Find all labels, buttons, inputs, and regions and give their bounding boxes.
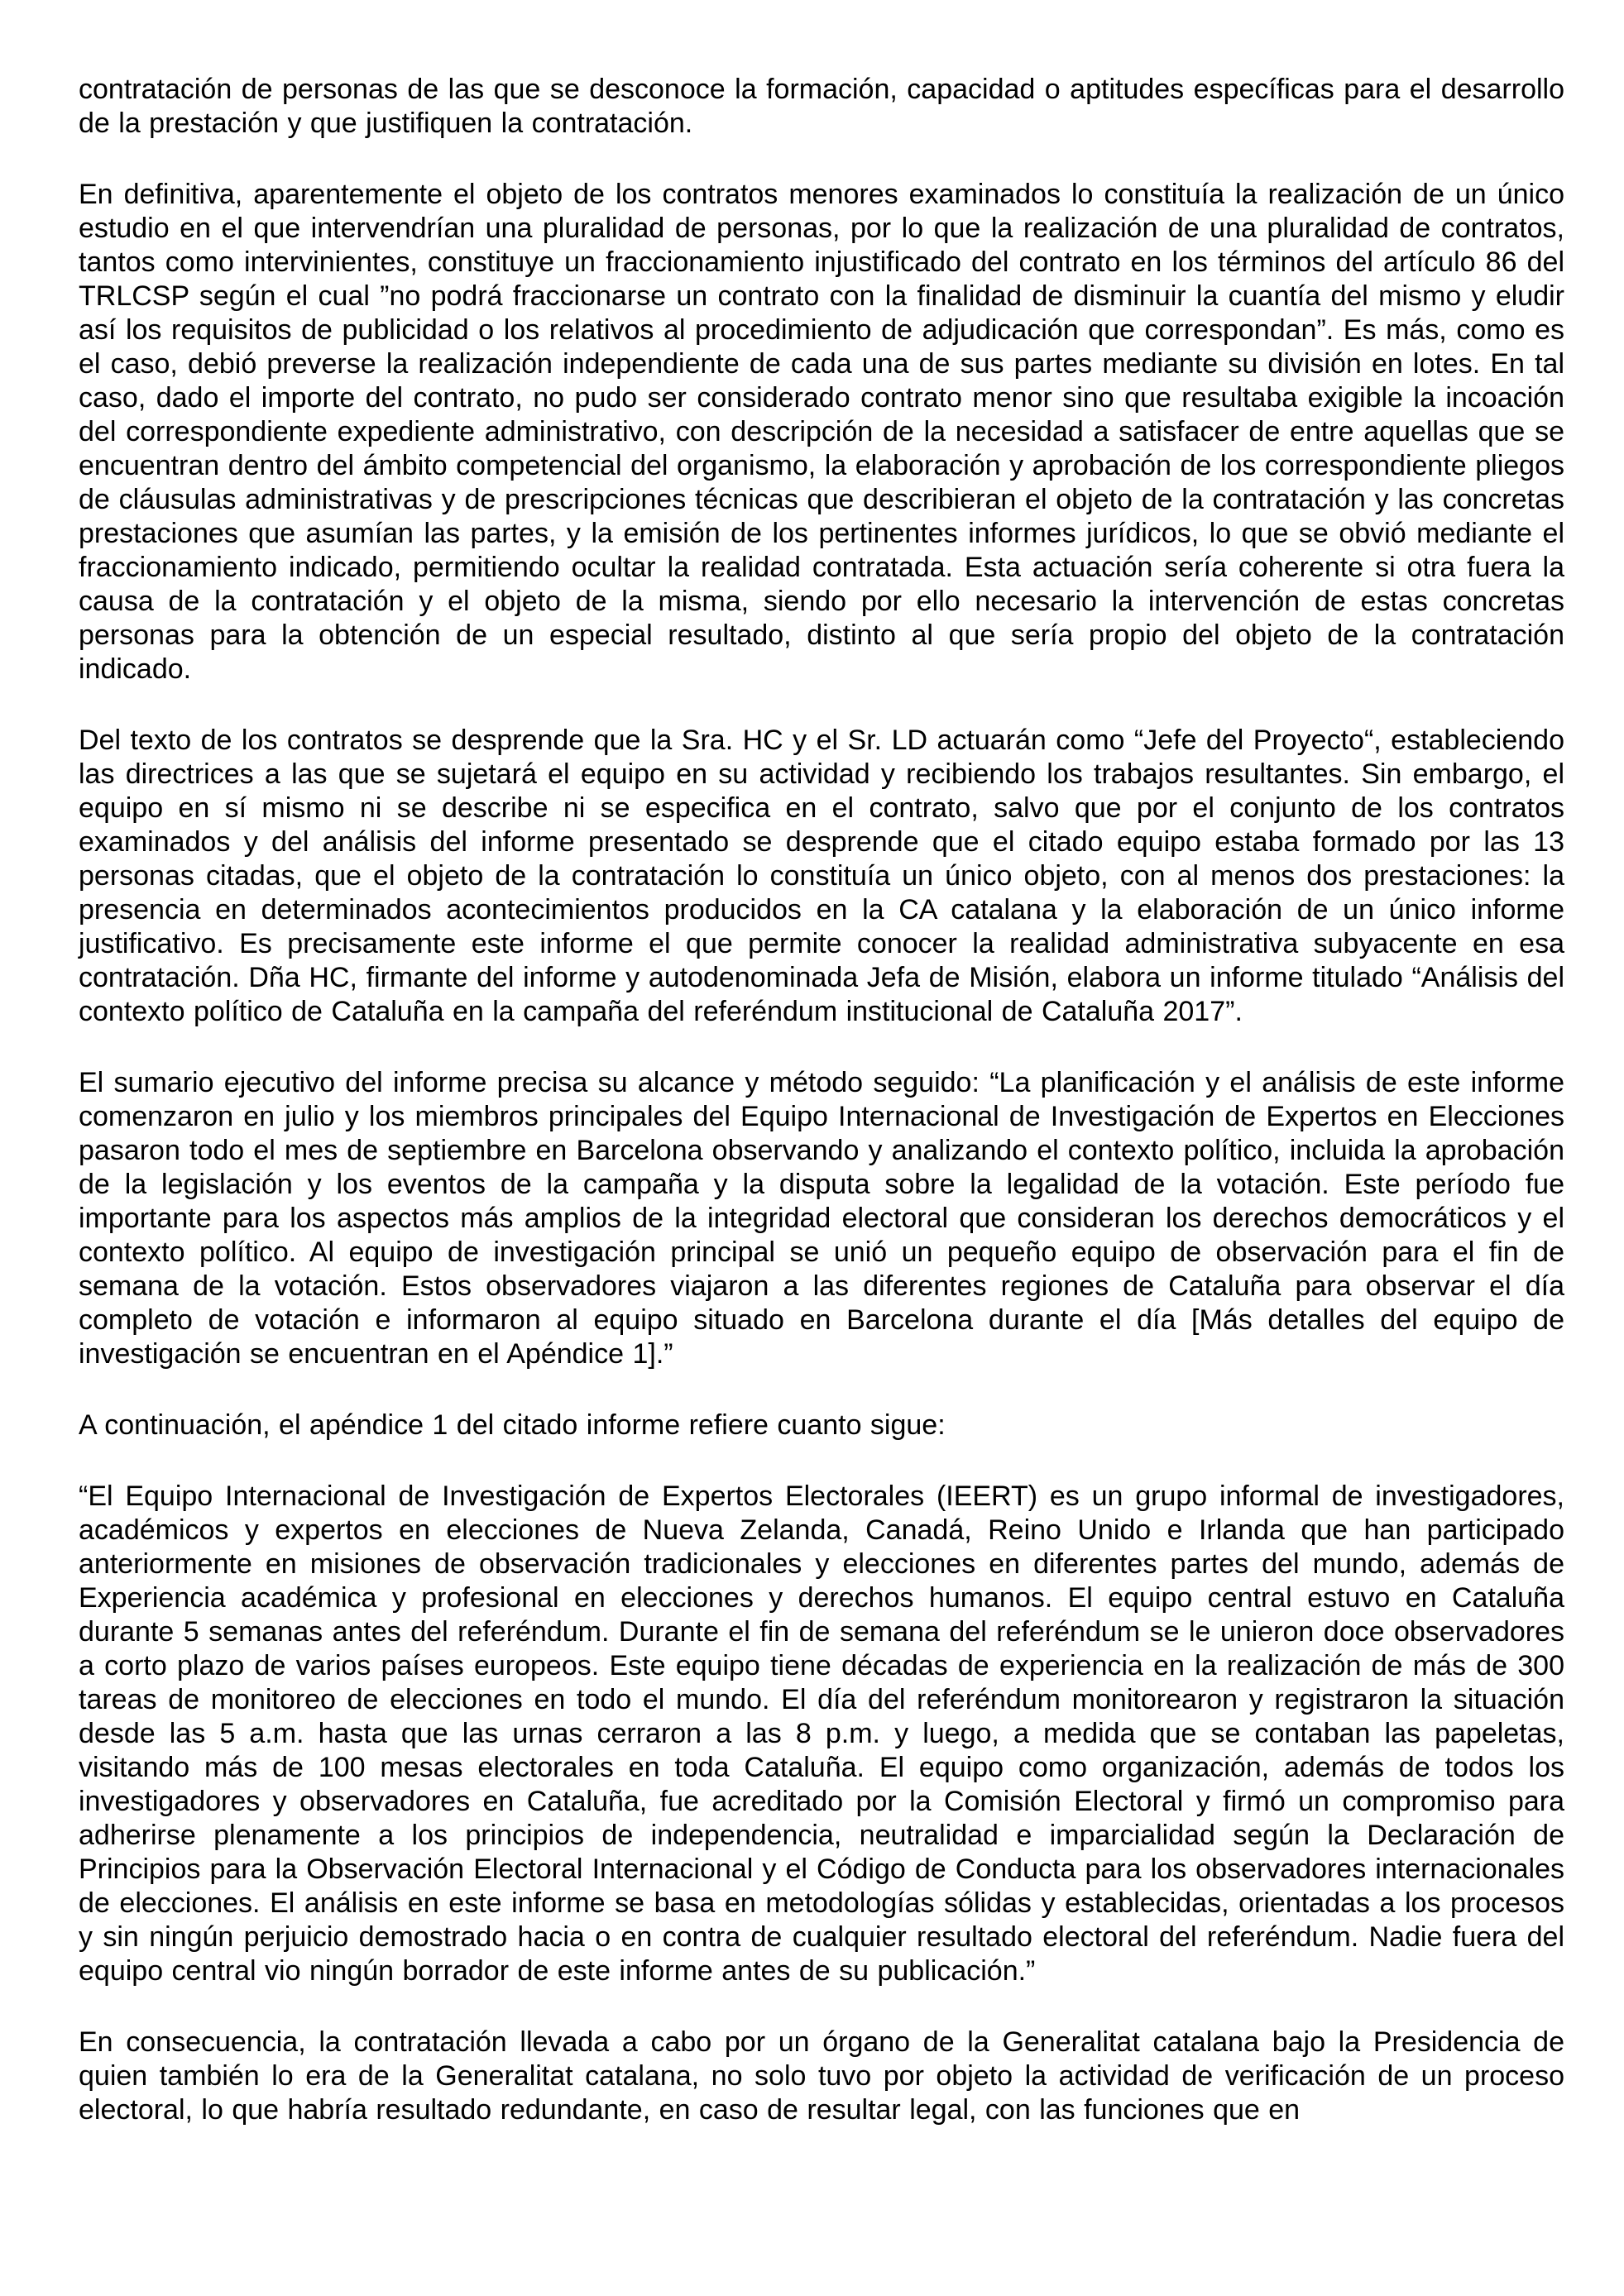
paragraph-2: En definitiva, aparentemente el objeto de los contratos menores examinados lo constituía la realización de un único estudio en el que intervendrían una pluralidad de personas, por lo que la realización de una pluralidad de contratos, tantos como intervinientes, constituye un fraccionamiento injustificado del contrato en los términos del artículo 86 del TRLCSP según el cual ”no podrá fraccionarse un contrato con la finalidad de disminuir la cuantía del mismo y eludir así los requisitos de publicidad o los relativos al procedimiento de adjudicación que correspondan”. Es más, como es el caso, debió preverse la realización independiente de cada una de sus partes mediante su división en lotes. En tal caso, dado el importe del contrato, no pudo ser considerado contrato menor sino que resultaba exigible la incoación del correspondiente expediente administrativo, con descripción de la necesidad a satisfacer de entre aquellas que se encuentran dentro del ámbito competencial del organismo, la elaboración y aprobación de los correspondiente pliegos de cláusulas administrativas y de prescripciones técnicas que describieran el objeto de la contratación y las concretas prestaciones que asumían las partes, y la emisión de los pertinentes informes jurídicos, lo que se obvió mediante el fraccionamiento indicado, permitiendo ocultar la realidad contratada. Esta actuación sería coherente si otra fuera la causa de la contratación y el objeto de la misma, siendo por ello necesario la intervención de estas concretas personas para la obtención de un especial resultado, distinto al que sería propio del objeto de la contratación indicado. bbox=[79, 179, 1564, 685]
paragraph-7: En consecuencia, la contratación llevada a cabo por un órgano de la Generalitat catalana bajo la Presidencia de quien también lo era de la Generalitat catalana, no solo tuvo por objeto la actividad de verificación de un proceso electoral, lo que habría resultado redundante, en caso de resultar legal, con las funciones que en bbox=[79, 2026, 1564, 2126]
paragraph-1: contratación de personas de las que se desconoce la formación, capacidad o aptitudes específicas para el desarrollo de la prestación y que justifiquen la contratación. bbox=[79, 74, 1564, 139]
paragraph-4: El sumario ejecutivo del informe precisa su alcance y método seguido: “La planificación y el análisis de este informe comenzaron en julio y los miembros principales del Equipo Internacional de Investigación de Expertos en Elecciones pasaron todo el mes de septiembre en Barcelona observando y analizando el contexto político, incluida la aprobación de la legislación y los eventos de la campaña y la disputa sobre la legalidad de la votación. Este período fue importante para los aspectos más amplios de la integridad electoral que consideran los derechos democráticos y el contexto político. Al equipo de investigación principal se unió un pequeño equipo de observación para el fin de semana de la votación. Estos observadores viajaron a las diferentes regiones de Cataluña para observar el día completo de votación e informaron al equipo situado en Barcelona durante el día [Más detalles del equipo de investigación se encuentran en el Apéndice 1].” bbox=[79, 1067, 1564, 1370]
paragraph-5: A continuación, el apéndice 1 del citado informe refiere cuanto sigue: bbox=[79, 1409, 946, 1441]
paragraph-3: Del texto de los contratos se desprende que la Sra. HC y el Sr. LD actuarán como “Jefe del Proyecto“, estableciendo las directrices a las que se sujetará el equipo en su actividad y recibiendo los trabajos resultantes. Sin embargo, el equipo en sí mismo ni se describe ni se especifica en el contrato, salvo que por el conjunto de los contratos examinados y del análisis del informe presentado se desprende que el citado equipo estaba formado por las 13 personas citadas, que el objeto de la contratación lo constituía un único objeto, con al menos dos prestaciones: la presencia en determinados acontecimientos producidos en la CA catalana y la elaboración de un único informe justificativo. Es precisamente este informe el que permite conocer la realidad administrativa subyacente en esa contratación. Dña HC, firmante del informe y autodenominada Jefa de Misión, elabora un informe titulado “Análisis del contexto político de Cataluña en la campaña del referéndum institucional de Cataluña 2017”. bbox=[79, 725, 1564, 1027]
paragraph-6: “El Equipo Internacional de Investigación de Expertos Electorales (IEERT) es un grupo informal de investigadores, académicos y expertos en elecciones de Nueva Zelanda, Canadá, Reino Unido e Irlanda que han participado anteriormente en misiones de observación tradicionales y elecciones en diferentes partes del mundo, además de Experiencia académica y profesional en elecciones y derechos humanos. El equipo central estuvo en Cataluña durante 5 semanas antes del referéndum. Durante el fin de semana del referéndum se le unieron doce observadores a corto plazo de varios países europeos. Este equipo tiene décadas de experiencia en la realización de más de 300 tareas de monitoreo de elecciones en todo el mundo. El día del referéndum monitorearon y registraron la situación desde las 5 a.m. hasta que las urnas cerraron a las 8 p.m. y luego, a medida que se contaban las papeletas, visitando más de 100 mesas electorales en toda Cataluña. El equipo como organización, además de todos los investigadores y observadores en Cataluña, fue acreditado por la Comisión Electoral y firmó un compromiso para adherirse plenamente a los principios de independencia, neutralidad e imparcialidad según la Declaración de Principios para la Observación Electoral Internacional y el Código de Conducta para los observadores internacionales de elecciones. El análisis en este informe se basa en metodologías sólidas y establecidas, orientadas a los procesos y sin ningún perjuicio demostrado hacia o en contra de cualquier resultado electoral del referéndum. Nadie fuera del equipo central vio ningún borrador de este informe antes de su publicación.” bbox=[79, 1480, 1564, 1987]
